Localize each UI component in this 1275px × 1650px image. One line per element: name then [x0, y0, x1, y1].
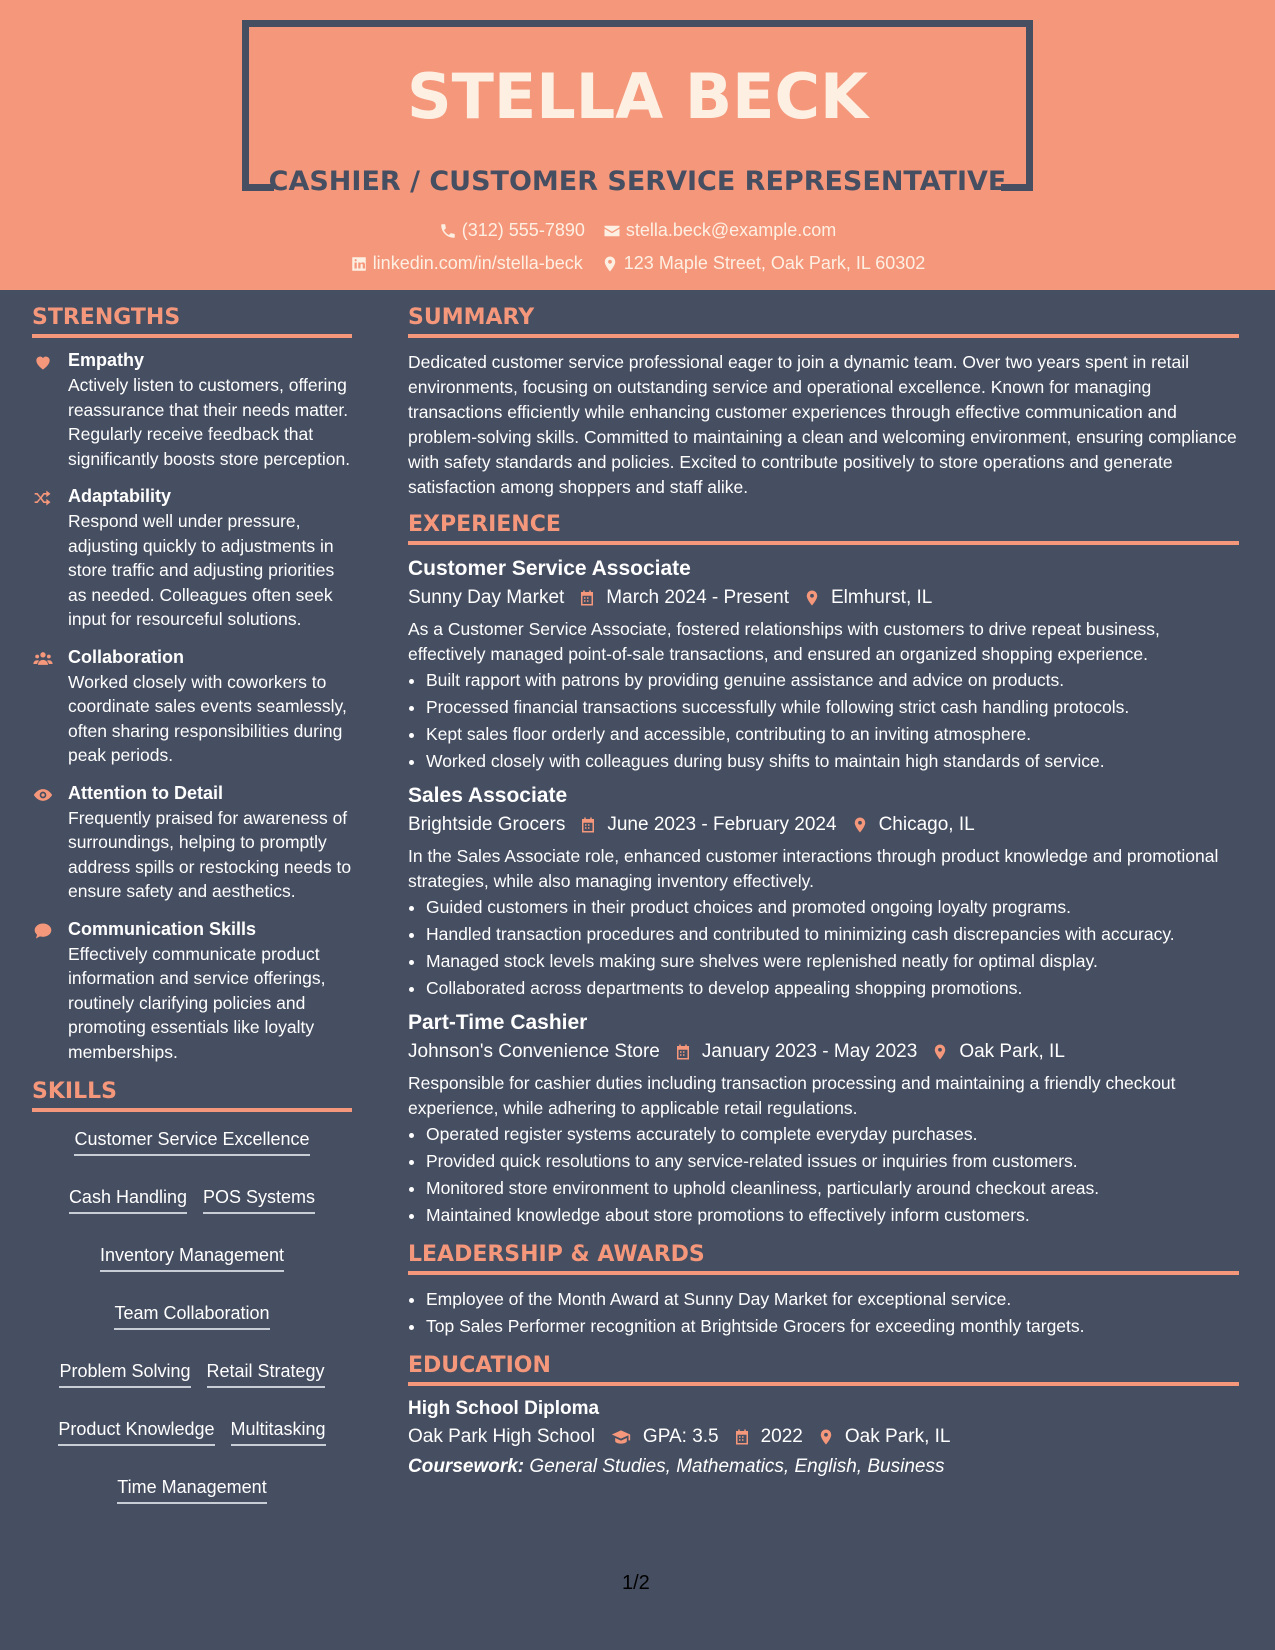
school-location: Oak Park, IL [844, 1426, 951, 1447]
award-item: • Employee of the Month Award at Sunny Day Market for exceptional service. [426, 1287, 1239, 1312]
job-description: In the Sales Associate role, enhanced customer interactions through product knowledge and promotional strategies, while also managing inventory effectively. [408, 846, 1219, 891]
coursework [408, 1456, 1239, 1478]
header-banner [0, 0, 1275, 290]
strength-item [32, 783, 352, 904]
strength-item [32, 647, 352, 768]
phone-text: (312) 555-7890 [461, 220, 585, 240]
graduation-cap-icon [609, 1427, 633, 1447]
strengths-heading: STRENGTHS [32, 305, 352, 338]
job-bullets [408, 668, 1239, 774]
skill-tag: Product Knowledge [58, 1418, 214, 1446]
job-bullets [408, 895, 1239, 1001]
skill-tag: Time Management [117, 1476, 266, 1504]
school-name: Oak Park High School [408, 1426, 595, 1447]
bullet-item: • Provided quick resolutions to any service-related issues or inquiries from customers. [426, 1149, 1239, 1174]
bullet-item: • Managed stock levels making sure shelves were replenished neatly for optimal display. [426, 949, 1239, 974]
skill-tag: POS Systems [203, 1186, 315, 1214]
strength-item [32, 486, 352, 632]
job-description: Responsible for cashier duties including transaction processing and maintaining a friendly checkout experience, while adhering to applicable retail regulations. [408, 1073, 1176, 1118]
skill-tag: Problem Solving [59, 1360, 190, 1388]
strength-desc: Effectively communicate product information and service offerings, routinely clarifying policies and promoting essentials like loyalty memberships. [68, 943, 326, 1062]
contact-row-2 [0, 253, 1275, 274]
education-heading: EDUCATION [408, 1353, 1239, 1386]
job-entry [408, 1011, 1239, 1228]
job-bullets [408, 1122, 1239, 1228]
bullet-item: • Guided customers in their product choices and promoted ongoing loyalty programs. [426, 895, 1239, 920]
skills-section [32, 1079, 352, 1504]
map-pin-icon [851, 815, 869, 835]
address-contact [601, 253, 926, 274]
envelope-icon [603, 222, 621, 240]
job-entry [408, 784, 1239, 1001]
job-meta [408, 814, 1239, 836]
bullet-item: • Handled transaction procedures and contributed to minimizing cash discrepancies with accuracy. [426, 922, 1239, 947]
bullet-item: • Operated register systems accurately to complete everyday purchases. [426, 1122, 1239, 1147]
calendar-icon [579, 815, 597, 835]
strength-title: Collaboration [68, 646, 184, 667]
strength-title: Attention to Detail [68, 782, 223, 803]
skill-tag: Inventory Management [100, 1244, 284, 1272]
left-column [32, 305, 352, 1504]
right-column [408, 305, 1239, 1478]
phone-contact[interactable] [439, 220, 585, 241]
calendar-icon [733, 1427, 751, 1447]
candidate-role: CASHIER / CUSTOMER SERVICE REPRESENTATIVE [268, 166, 1007, 197]
summary-heading: SUMMARY [408, 305, 1239, 338]
bullet-item: • Monitored store environment to uphold cleanliness, particularly around checkout areas. [426, 1176, 1239, 1201]
job-title: Sales Associate [408, 784, 568, 807]
awards-list [408, 1287, 1239, 1339]
map-pin-icon [803, 588, 821, 608]
job-dates: March 2024 - Present [606, 587, 789, 608]
bullet-item: • Maintained knowledge about store promotions to effectively inform customers. [426, 1203, 1239, 1228]
email-text: stella.beck@example.com [625, 220, 837, 240]
map-pin-icon [931, 1042, 949, 1062]
job-title: Part-Time Cashier [408, 1011, 588, 1034]
page-number: 1/2 [622, 1572, 650, 1594]
job-company: Johnson's Convenience Store [408, 1041, 660, 1062]
calendar-icon [578, 588, 596, 608]
degree-title: High School Diploma [408, 1398, 600, 1419]
job-description: As a Customer Service Associate, fostered relationships with customers to drive repeat business, effectively managed point-of-sale transactions, and ensured an organized shopping experience. [408, 619, 1160, 664]
shuffle-icon [32, 488, 54, 508]
job-title: Customer Service Associate [408, 557, 691, 580]
linkedin-text: linkedin.com/in/stella-beck [372, 253, 583, 273]
job-location: Elmhurst, IL [831, 587, 933, 608]
strength-title: Empathy [68, 350, 145, 370]
job-dates: January 2023 - May 2023 [701, 1041, 918, 1062]
job-meta [408, 1041, 1239, 1063]
job-dates: June 2023 - February 2024 [607, 814, 837, 835]
job-company: Sunny Day Market [408, 587, 565, 608]
strength-desc: Worked closely with coworkers to coordinate sales events seamlessly, often sharing responsibilities during peak periods. [68, 671, 347, 765]
skills-heading: SKILLS [32, 1079, 352, 1112]
calendar-icon [674, 1042, 692, 1062]
phone-icon [439, 222, 457, 240]
award-item: • Top Sales Performer recognition at Brightside Grocers for exceeding monthly targets. [426, 1314, 1239, 1339]
strength-desc: Frequently praised for awareness of surroundings, helping to promptly address spills or restocking needs to ensure safety and aesthetics. [68, 807, 352, 901]
job-location: Chicago, IL [878, 814, 975, 835]
strength-desc: Respond well under pressure, adjusting quickly to adjustments in store traffic and adjusting priorities as needed. Colleagues often seek input for resourceful solutions. [68, 511, 335, 629]
skill-tag: Multitasking [231, 1418, 326, 1446]
awards-heading: LEADERSHIP & AWARDS [408, 1242, 1239, 1275]
job-location: Oak Park, IL [959, 1041, 1065, 1062]
bullet-item: • Built rapport with patrons by providing genuine assistance and advice on products. [426, 668, 1239, 693]
linkedin-icon [350, 255, 368, 273]
strength-item [32, 919, 352, 1065]
address-text: 123 Maple Street, Oak Park, IL 60302 [623, 253, 926, 273]
strength-desc: Actively listen to customers, offering reassurance that their needs matter. Regularly receive feedback that significantly boosts store perception. [68, 375, 351, 469]
skill-tag: Cash Handling [69, 1186, 187, 1214]
bullet-item: • Worked closely with colleagues during busy shifts to maintain high standards of service. [426, 749, 1239, 774]
email-contact[interactable] [603, 220, 836, 241]
strength-title: Adaptability [68, 486, 172, 506]
linkedin-contact[interactable] [350, 253, 583, 274]
contact-row-1 [0, 220, 1275, 241]
skill-tag: Retail Strategy [207, 1360, 325, 1388]
coursework-label: Coursework: [408, 1456, 525, 1477]
job-company: Brightside Grocers [408, 814, 566, 835]
strength-title: Communication Skills [68, 918, 257, 939]
education-meta [408, 1426, 1239, 1448]
bullet-item: • Collaborated across departments to develop appealing shopping promotions. [426, 976, 1239, 1001]
experience-heading: EXPERIENCE [408, 512, 1239, 545]
bullet-item: • Kept sales floor orderly and accessible, contributing to an inviting atmosphere. [426, 722, 1239, 747]
strength-item [32, 350, 352, 471]
graduation-year: 2022 [760, 1426, 803, 1447]
candidate-name: STELLA BECK [406, 60, 869, 133]
users-icon [32, 649, 54, 669]
frame-top-bar [242, 20, 1033, 27]
job-entry [408, 557, 1239, 774]
comment-icon [32, 921, 54, 941]
skill-tag: Team Collaboration [114, 1302, 269, 1330]
heart-icon [32, 352, 54, 372]
coursework-text: General Studies, Mathematics, English, Business [529, 1456, 945, 1477]
bullet-item: • Processed financial transactions successfully while following strict cash handling protocols. [426, 695, 1239, 720]
skill-tag: Customer Service Excellence [74, 1128, 309, 1156]
map-pin-icon [817, 1427, 835, 1447]
summary-text: Dedicated customer service professional eager to join a dynamic team. Over two years spent in retail environments, focusing on outstanding service and operational excellence. Known for managing transactions efficiently while enhancing customer experiences through effective communication and problem-solving skills. Committed to maintaining a clean and welcoming environment, ensuring compliance with safety standards and policies. Excited to contribute positively to store operations and generate satisfaction among shoppers and staff alike. [408, 352, 1237, 497]
skills-list [32, 1124, 352, 1504]
job-meta [408, 587, 1239, 609]
map-pin-icon [601, 255, 619, 273]
gpa-text: GPA: 3.5 [642, 1426, 719, 1447]
eye-icon [32, 785, 54, 805]
